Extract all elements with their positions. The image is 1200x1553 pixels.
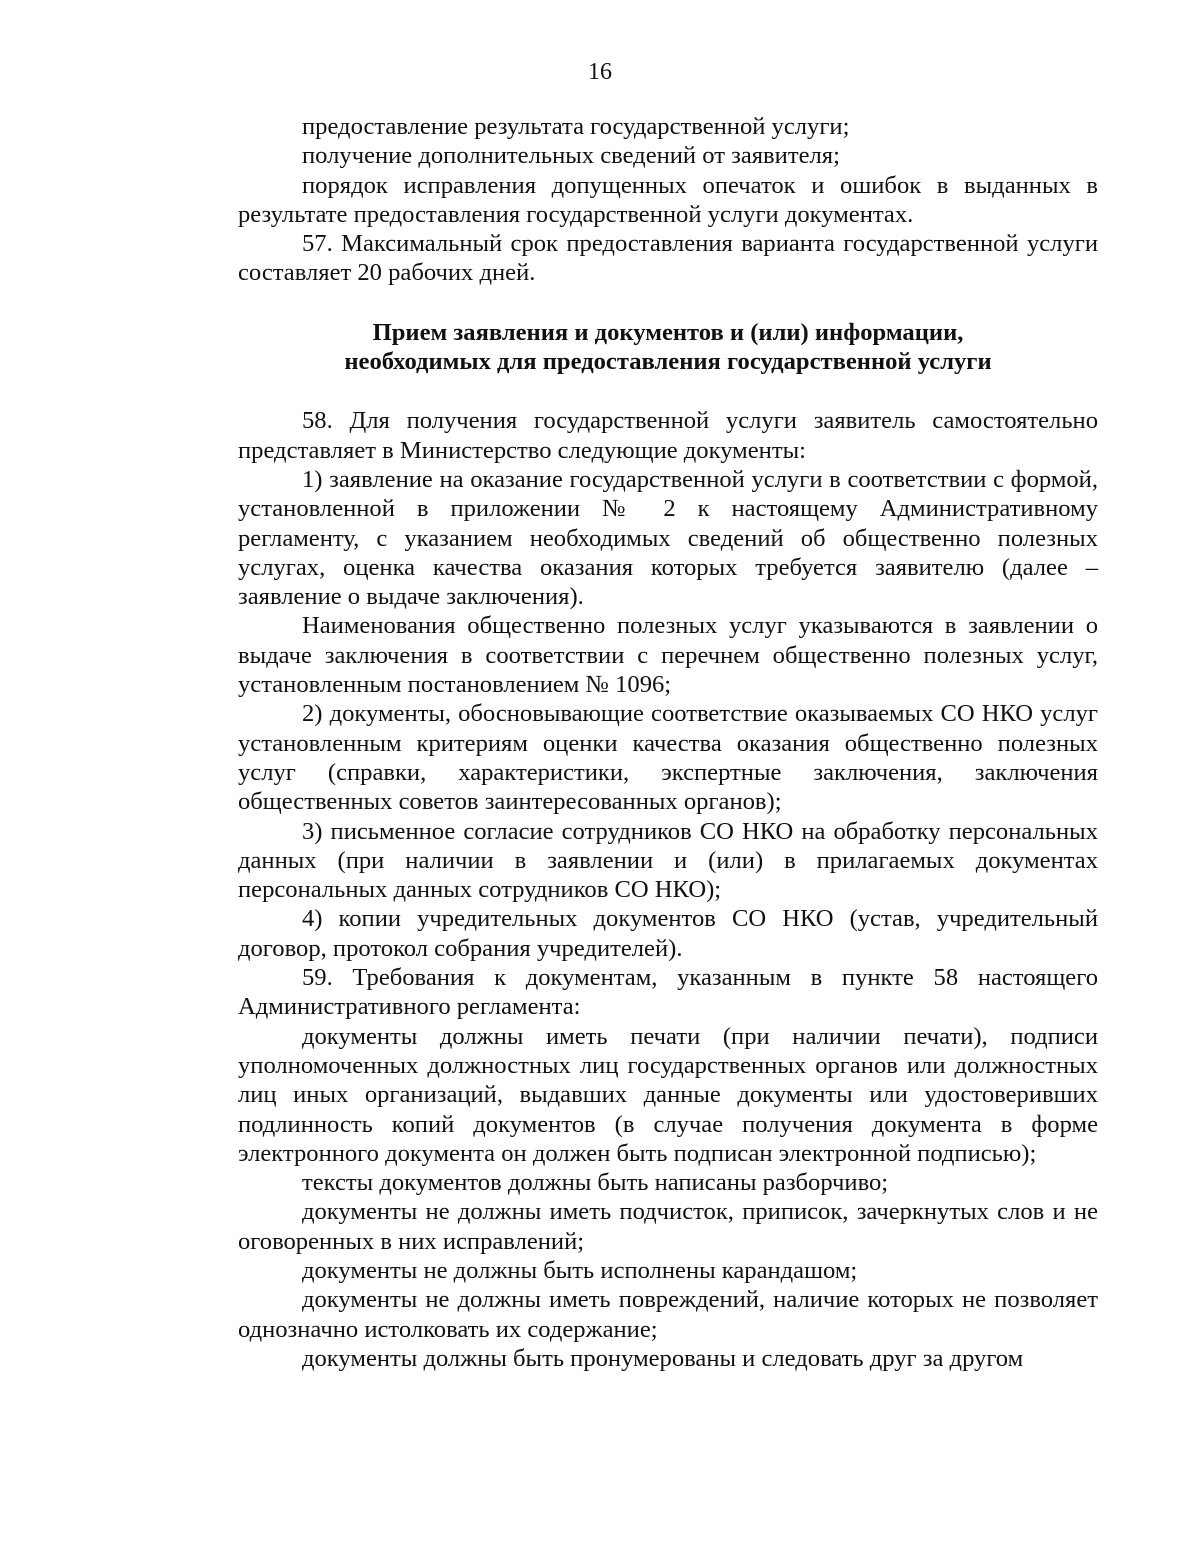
paragraph-requirement-no-damage: документы не должны иметь повреждений, наличие которых не позволяет однозначно истолковать их содержание; xyxy=(238,1286,1098,1343)
page-number: 16 xyxy=(588,59,612,85)
paragraph-service-names: Наименования общественно полезных услуг указываются в заявлении о выдаче заключения в соответствии с перечнем общественно полезных услуг, установленным постановлением № 1096; xyxy=(238,612,1098,699)
paragraph-requirement-no-erasures: документы не должны иметь подчисток, приписок, зачеркнутых слов и не оговоренных в них исправлений; xyxy=(238,1198,1098,1255)
paragraph-requirement-legible: тексты документов должны быть написаны разборчиво; xyxy=(302,1169,889,1197)
paragraph-requirement-no-pencil: документы не должны быть исполнены карандашом; xyxy=(302,1256,858,1284)
section-heading-line-1: Прием заявления и документов и (или) информации, xyxy=(372,318,964,346)
paragraph-58-item-3: 3) письменное согласие сотрудников СО НКО на обработку персональных данных (при наличии в заявлении и (или) в прилагаемых документах персональных данных сотрудников СО НКО); xyxy=(238,817,1098,904)
paragraph-requirement-seals: документы должны иметь печати (при наличии печати), подписи уполномоченных должностных лиц государственных органов или должностных лиц иных организаций, выдавших данные документы или удостоверивших подлинность копий документов (в случае получения документа в форме электронного документа он должен быть подписан электронной подписью); xyxy=(238,1022,1098,1167)
paragraph-58-item-4: 4) копии учредительных документов СО НКО (устав, учредительный договор, протокол собрания учредителей). xyxy=(238,905,1098,962)
paragraph-58-item-2: 2) документы, обосновывающие соответствие оказываемых СО НКО услуг установленным критериям оценки качества оказания общественно полезных услуг (справки, характеристики, экспертные заключения, заключения общественных советов заинтересованных органов); xyxy=(238,700,1098,816)
document-body xyxy=(238,112,1098,1373)
paragraph-result: предоставление результата государственной услуги; xyxy=(302,113,850,140)
section-heading-line-2: необходимых для предоставления государственной услуги xyxy=(344,348,992,376)
paragraph-57: 57. Максимальный срок предоставления варианта государственной услуги составляет 20 рабочих дней. xyxy=(238,230,1098,287)
paragraph-59: 59. Требования к документам, указанным в пункте 58 настоящего Административного регламента: xyxy=(238,964,1098,1021)
paragraph-requirement-numbered: документы должны быть пронумерованы и следовать друг за другом xyxy=(302,1344,1024,1372)
paragraph-additional-info: получение дополнительных сведений от заявителя; xyxy=(302,142,840,170)
section-heading xyxy=(238,318,1098,377)
paragraph-58: 58. Для получения государственной услуги заявитель самостоятельно представляет в Министерство следующие документы: xyxy=(238,407,1098,464)
paragraph-corrections: порядок исправления допущенных опечаток и ошибок в выданных в результате предоставления государственной услуги документах. xyxy=(238,171,1098,228)
paragraph-58-item-1: 1) заявление на оказание государственной услуги в соответствии с формой, установленной в приложении № 2 к настоящему Административному регламенту, с указанием необходимых сведений об общественно полезных услугах, оценка качества оказания которых требуется заявителю (далее – заявление о выдаче заключения). xyxy=(238,465,1098,611)
